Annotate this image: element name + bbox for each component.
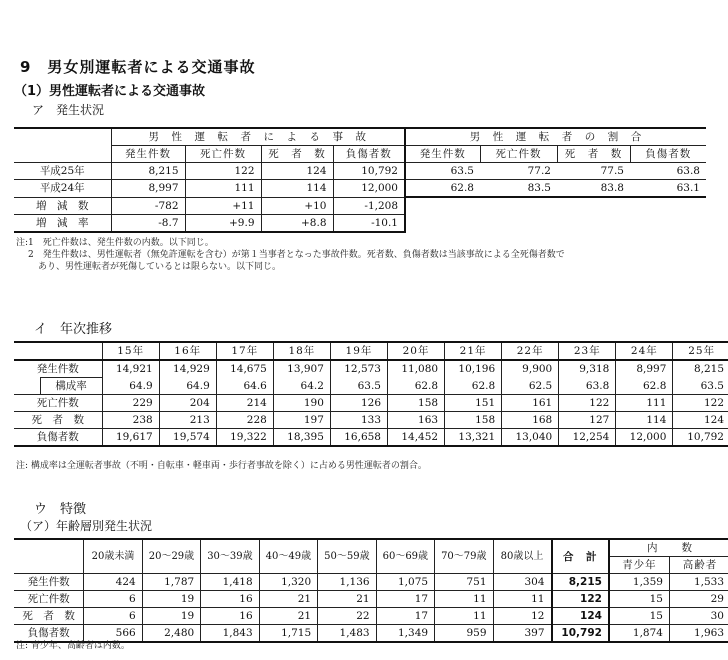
age-col-header: 80歳以上 <box>493 539 551 574</box>
yearly-cell: 204 <box>159 395 216 412</box>
status-note-1: 注:1 死亡件数は、発生件数の内数。以下同じ。 <box>16 238 214 248</box>
yearly-cell: 158 <box>445 412 502 429</box>
yearly-cell: 228 <box>216 412 273 429</box>
status-cell <box>630 197 706 214</box>
age-elder-header: 高齢者 <box>669 557 728 574</box>
age-cell: 17 <box>376 608 434 625</box>
age-cell: 16 <box>201 591 259 608</box>
age-cell: 21 <box>259 591 317 608</box>
age-cell: 424 <box>84 574 142 591</box>
section3-subtitle: （ア）年齢層別発生状況 <box>20 519 153 533</box>
yearly-cell: 10,196 <box>445 360 502 378</box>
yearly-row <box>14 378 728 395</box>
yearly-cell: 161 <box>502 395 559 412</box>
age-cell: 1,418 <box>201 574 259 591</box>
yearly-cell: 12,573 <box>330 360 387 378</box>
yearly-cell: 11,080 <box>388 360 445 378</box>
status-row <box>14 180 706 198</box>
yearly-cell: 9,318 <box>559 360 616 378</box>
age-cell: 304 <box>493 574 551 591</box>
status-cell <box>630 214 706 232</box>
age-youth-cell: 1,874 <box>609 625 670 643</box>
status-cell <box>480 214 557 232</box>
age-elder-cell: 30 <box>669 608 728 625</box>
age-row-label: 死 者 数 <box>14 608 84 625</box>
age-col-header: 60～69歳 <box>376 539 434 574</box>
yearly-year-header: 16年 <box>159 342 216 360</box>
yearly-cell: 64.2 <box>273 378 330 395</box>
page-heading: 9 男女別運転者による交通事故 <box>20 58 256 76</box>
yearly-cell: 133 <box>330 412 387 429</box>
age-header-empty <box>14 539 84 574</box>
age-cell: 751 <box>435 574 493 591</box>
yearly-cell: 19,322 <box>216 429 273 447</box>
status-cell: 122 <box>185 163 261 180</box>
status-col-header: 死 者 数 <box>261 146 333 163</box>
status-cell: +10 <box>261 197 333 214</box>
yearly-row-label: 死 者 数 <box>14 412 102 429</box>
yearly-cell: 214 <box>216 395 273 412</box>
yearly-year-header: 25年 <box>673 342 728 360</box>
yearly-cell: 158 <box>388 395 445 412</box>
age-row <box>14 574 728 591</box>
status-cell <box>480 197 557 214</box>
status-cell: 83.5 <box>480 180 557 198</box>
yearly-row-label: 発生件数 <box>36 363 79 375</box>
age-cell: 1,320 <box>259 574 317 591</box>
yearly-cell: 111 <box>616 395 673 412</box>
yearly-year-header: 21年 <box>445 342 502 360</box>
age-cell: 12 <box>493 608 551 625</box>
age-cell: 1,843 <box>201 625 259 643</box>
status-col-header: 負傷者数 <box>333 146 405 163</box>
yearly-cell: 190 <box>273 395 330 412</box>
status-cell: 8,215 <box>111 163 185 180</box>
yearly-year-header: 18年 <box>273 342 330 360</box>
yearly-cell: 122 <box>673 395 728 412</box>
yearly-cell: 62.8 <box>445 378 502 395</box>
age-cell: 19 <box>142 608 200 625</box>
age-total-cell: 122 <box>552 591 609 608</box>
yearly-cell: 64.9 <box>159 378 216 395</box>
yearly-cell: 13,321 <box>445 429 502 447</box>
yearly-header-row <box>14 342 728 360</box>
yearly-cell: 114 <box>616 412 673 429</box>
yearly-cell: 62.8 <box>616 378 673 395</box>
age-total-cell: 124 <box>552 608 609 625</box>
yearly-cell: 124 <box>673 412 728 429</box>
age-cell: 6 <box>84 608 142 625</box>
status-cell: -10.1 <box>333 214 405 232</box>
status-cell: 10,792 <box>333 163 405 180</box>
yearly-cell: 16,658 <box>330 429 387 447</box>
age-row <box>14 625 728 643</box>
status-col-header: 負傷者数 <box>630 146 706 163</box>
yearly-cell: 8,997 <box>616 360 673 378</box>
age-col-header: 70～79歳 <box>435 539 493 574</box>
yearly-cell: 9,900 <box>502 360 559 378</box>
yearly-cell: 10,792 <box>673 429 728 447</box>
yearly-trend-table <box>14 341 728 447</box>
age-cell: 2,480 <box>142 625 200 643</box>
status-cell: +9.9 <box>185 214 261 232</box>
age-cell: 11 <box>435 608 493 625</box>
age-cell: 22 <box>318 608 376 625</box>
age-row-label: 負傷者数 <box>14 625 84 643</box>
age-cell: 1,483 <box>318 625 376 643</box>
yearly-year-header: 15年 <box>102 342 159 360</box>
age-col-header: 30～39歳 <box>201 539 259 574</box>
age-cell: 1,715 <box>259 625 317 643</box>
age-row-label: 死亡件数 <box>14 591 84 608</box>
status-note-2: 2 発生件数は、男性運転者（無免許運転を含む）が第１当事者となった事故件数。死者数、負傷者数は当該事故による全死傷者数で <box>28 250 565 260</box>
yearly-row <box>14 412 728 429</box>
yearly-cell: 13,040 <box>502 429 559 447</box>
yearly-cell: 238 <box>102 412 159 429</box>
age-elder-cell: 1,533 <box>669 574 728 591</box>
age-note: 注: 青少年、高齢者は内数。 <box>16 641 130 651</box>
yearly-row-label: 負傷者数 <box>14 429 102 447</box>
status-row <box>14 163 706 180</box>
section1-title: （1）男性運転者による交通事故 <box>14 84 206 99</box>
age-inner-header: 内 数 <box>609 539 728 557</box>
yearly-cell: 213 <box>159 412 216 429</box>
yearly-cell: 14,921 <box>102 360 159 378</box>
yearly-cell: 12,000 <box>616 429 673 447</box>
yearly-indent <box>14 378 40 395</box>
yearly-cell: 168 <box>502 412 559 429</box>
yearly-cell: 13,907 <box>273 360 330 378</box>
status-cell: 77.5 <box>557 163 630 180</box>
yearly-cell: 197 <box>273 412 330 429</box>
age-cell: 21 <box>259 608 317 625</box>
status-table <box>14 127 706 233</box>
group-header-accidents: 男 性 運 転 者 に よ る 事 故 <box>111 128 405 146</box>
status-cell: 111 <box>185 180 261 198</box>
status-cell: 124 <box>261 163 333 180</box>
age-row <box>14 591 728 608</box>
age-cell: 21 <box>318 591 376 608</box>
age-col-header: 40～49歳 <box>259 539 317 574</box>
age-cell: 19 <box>142 591 200 608</box>
status-cell <box>405 197 480 214</box>
status-header-empty <box>14 146 111 163</box>
section2-title: イ 年次推移 <box>34 322 113 337</box>
status-cell: -1,208 <box>333 197 405 214</box>
age-cell: 11 <box>435 591 493 608</box>
age-cell: 1,136 <box>318 574 376 591</box>
yearly-cell: 63.8 <box>559 378 616 395</box>
age-table <box>14 538 728 643</box>
age-total-cell: 8,215 <box>552 574 609 591</box>
yearly-cell: 63.5 <box>330 378 387 395</box>
yearly-row-label: 死亡件数 <box>14 395 102 412</box>
age-cell: 959 <box>435 625 493 643</box>
status-row-label: 増 減 数 <box>14 197 111 214</box>
age-cell: 1,349 <box>376 625 434 643</box>
yearly-cell: 62.8 <box>388 378 445 395</box>
status-cell: 62.8 <box>405 180 480 198</box>
status-cell <box>557 197 630 214</box>
yearly-cell: 14,452 <box>388 429 445 447</box>
yearly-cell: 62.5 <box>502 378 559 395</box>
age-cell: 566 <box>84 625 142 643</box>
yearly-row-label: 構成率 <box>40 378 102 395</box>
yearly-cell: 19,617 <box>102 429 159 447</box>
age-cell: 16 <box>201 608 259 625</box>
yearly-cell: 14,929 <box>159 360 216 378</box>
status-cell: -8.7 <box>111 214 185 232</box>
status-col-header: 死亡件数 <box>480 146 557 163</box>
yearly-cell: 127 <box>559 412 616 429</box>
status-col-header: 死 者 数 <box>557 146 630 163</box>
status-row-label: 平成25年 <box>14 163 111 180</box>
status-col-header: 発生件数 <box>405 146 480 163</box>
status-row <box>14 197 706 214</box>
status-row-label: 増 減 率 <box>14 214 111 232</box>
age-cell: 397 <box>493 625 551 643</box>
age-cell: 11 <box>493 591 551 608</box>
status-cell: 114 <box>261 180 333 198</box>
group-header-ratio: 男 性 運 転 者 の 割 合 <box>405 128 706 146</box>
yearly-year-header: 17年 <box>216 342 273 360</box>
age-youth-cell: 15 <box>609 608 670 625</box>
yearly-header-empty <box>14 342 102 360</box>
status-column-header-row <box>14 146 706 163</box>
status-cell <box>557 214 630 232</box>
status-col-header: 死亡件数 <box>185 146 261 163</box>
age-total-header: 合 計 <box>552 539 609 574</box>
yearly-cell: 163 <box>388 412 445 429</box>
yearly-cell: 64.6 <box>216 378 273 395</box>
yearly-cell: 122 <box>559 395 616 412</box>
yearly-row <box>14 429 728 447</box>
yearly-cell: 18,395 <box>273 429 330 447</box>
yearly-year-header: 22年 <box>502 342 559 360</box>
status-note-3: あり、男性運転者が死傷しているとは限らない。以下同じ。 <box>38 262 282 272</box>
yearly-cell: 229 <box>102 395 159 412</box>
yearly-note: 注: 構成率は全運転者事故（不明・自転車・軽車両・歩行者事故を除く）に占める男性運転者の割合。 <box>16 461 427 471</box>
yearly-year-header: 24年 <box>616 342 673 360</box>
age-youth-header: 青少年 <box>609 557 670 574</box>
yearly-cell: 19,574 <box>159 429 216 447</box>
age-youth-cell: 1,359 <box>609 574 670 591</box>
section3-title: ウ 特徴 <box>34 502 87 517</box>
age-elder-cell: 29 <box>669 591 728 608</box>
status-cell: 63.8 <box>630 163 706 180</box>
status-group-header-row <box>14 128 706 146</box>
status-col-header: 発生件数 <box>111 146 185 163</box>
yearly-year-header: 20年 <box>388 342 445 360</box>
status-cell: 63.5 <box>405 163 480 180</box>
yearly-year-header: 19年 <box>330 342 387 360</box>
status-cell: -782 <box>111 197 185 214</box>
yearly-cell: 12,254 <box>559 429 616 447</box>
age-row-label: 発生件数 <box>14 574 84 591</box>
age-col-header: 20歳未満 <box>84 539 142 574</box>
age-youth-cell: 15 <box>609 591 670 608</box>
status-cell: 77.2 <box>480 163 557 180</box>
yearly-cell: 126 <box>330 395 387 412</box>
section1-subtitle: ア 発生状況 <box>32 103 105 117</box>
age-row <box>14 608 728 625</box>
status-cell: +8.8 <box>261 214 333 232</box>
yearly-cell: 14,675 <box>216 360 273 378</box>
age-cell: 17 <box>376 591 434 608</box>
yearly-year-header: 23年 <box>559 342 616 360</box>
age-col-header: 50～59歳 <box>318 539 376 574</box>
age-col-header: 20～29歳 <box>142 539 200 574</box>
age-cell: 1,787 <box>142 574 200 591</box>
age-header-row-1 <box>14 539 728 557</box>
yearly-row <box>14 360 728 378</box>
status-cell: +11 <box>185 197 261 214</box>
status-cell: 12,000 <box>333 180 405 198</box>
status-row <box>14 214 706 232</box>
age-cell: 1,075 <box>376 574 434 591</box>
status-cell: 83.8 <box>557 180 630 198</box>
age-elder-cell: 1,963 <box>669 625 728 643</box>
age-cell: 6 <box>84 591 142 608</box>
yearly-cell: 64.9 <box>102 378 159 395</box>
yearly-cell: 63.5 <box>673 378 728 395</box>
status-cell <box>405 214 480 232</box>
status-row-label: 平成24年 <box>14 180 111 198</box>
yearly-cell: 151 <box>445 395 502 412</box>
status-cell: 8,997 <box>111 180 185 198</box>
yearly-cell: 8,215 <box>673 360 728 378</box>
yearly-row <box>14 395 728 412</box>
age-total-cell: 10,792 <box>552 625 609 643</box>
status-cell: 63.1 <box>630 180 706 198</box>
